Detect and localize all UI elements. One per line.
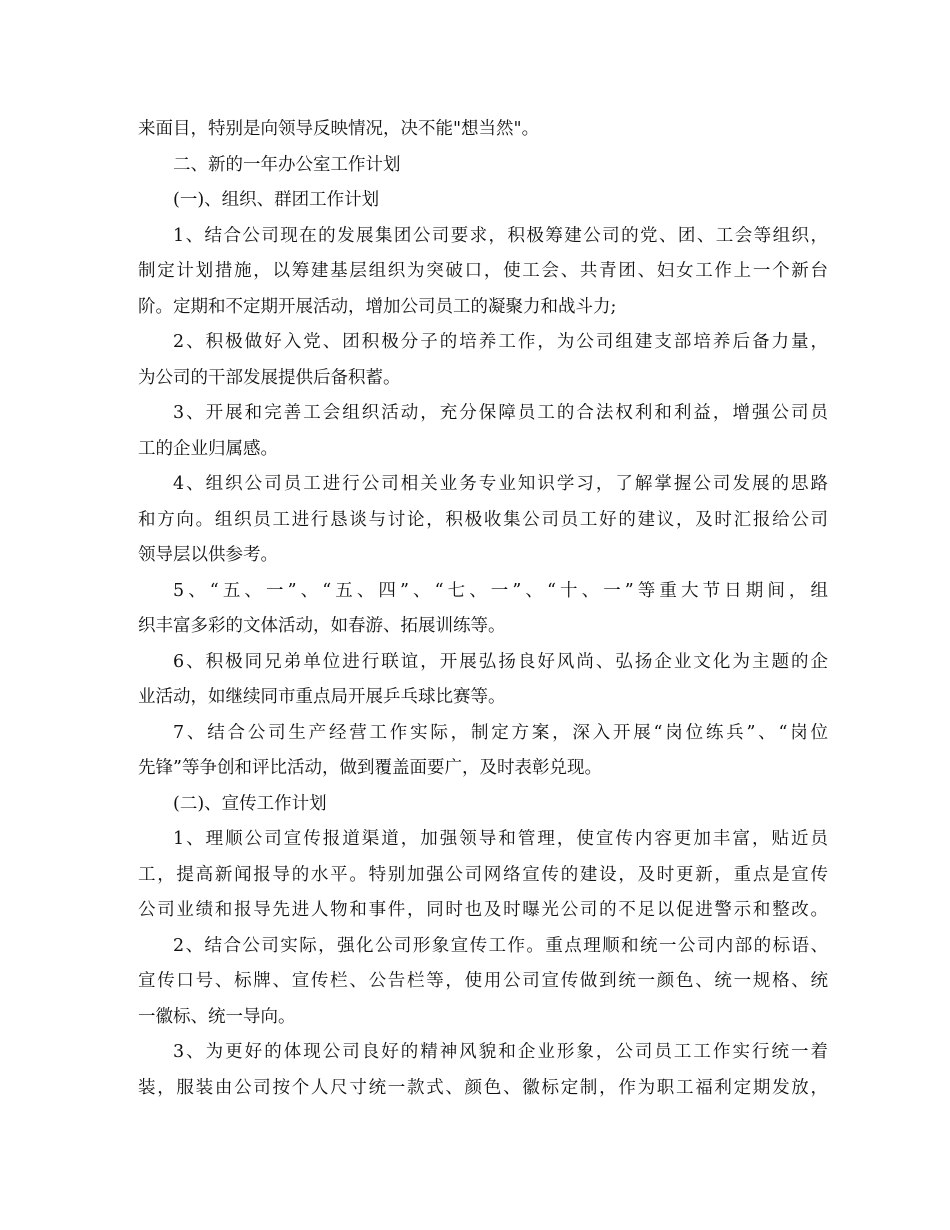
text-line: 来面目，特别是向领导反映情况，决不能"想当然"。 xyxy=(138,119,540,139)
text-line: 1、理顺公司宣传报道渠道，加强领导和管理，使宣传内容更加丰富，贴近员 xyxy=(173,829,828,849)
text-line: 和方向。组织员工进行恳谈与讨论，积极收集公司员工好的建议，及时汇报给公司 xyxy=(138,509,828,530)
text-line: 制定计划措施，以筹建基层组织为突破口，使工会、共青团、妇女工作上一个新台 xyxy=(138,261,828,281)
text-line: 6、积极同兄弟单位进行联谊，开展弘扬良好风尚、弘扬企业文化为主题的企 xyxy=(173,651,828,672)
text-line: 3、为更好的体现公司良好的精神风貌和企业形象，公司员工工作实行统一着 xyxy=(173,1042,828,1062)
text-line: 织丰富多彩的文体活动，如春游、拓展训练等。 xyxy=(138,616,506,636)
text-line: 业活动，如继续同市重点局开展乒乓球比赛等。 xyxy=(138,687,506,707)
text-line: 2、结合公司实际，强化公司形象宣传工作。重点理顺和统一公司内部的标语、 xyxy=(173,935,828,956)
text-line: 阶。定期和不定期开展活动，增加公司员工的凝聚力和战斗力; xyxy=(138,296,617,317)
text-line: 2、积极做好入党、团积极分子的培养工作，为公司组建支部培养后备力量， xyxy=(173,332,828,352)
text-line: 工，提高新闻报导的水平。特别加强公司网络宣传的建设，及时更新，重点是宣传 xyxy=(138,864,828,885)
text-line: 装，服装由公司按个人尺寸统一款式、颜色、徽标定制，作为职工福利定期发放， xyxy=(138,1077,828,1098)
subsection-heading: (一)、组织、群团工作计划 xyxy=(173,190,380,210)
text-line: 5、“五、一”、“五、四”、“七、一”、“十、一”等重大节日期间，组 xyxy=(173,580,828,601)
text-line: 为公司的干部发展提供后备积蓄。 xyxy=(138,367,401,388)
text-line: 领导层以供参考。 xyxy=(138,545,278,565)
text-line: 宣传口号、标牌、宣传栏、公告栏等，使用公司宣传做到统一颜色、统一规格、统 xyxy=(138,971,828,991)
subsection-heading: (二)、宣传工作计划 xyxy=(173,793,327,814)
text-line: 工的企业归属感。 xyxy=(138,438,278,459)
text-line: 公司业绩和报导先进人物和事件，同时也及时曝光公司的不足以促进警示和整改。 xyxy=(138,900,828,920)
section-heading: 二、新的一年办公室工作计划 xyxy=(173,154,401,175)
document-body xyxy=(138,112,828,1106)
text-line: 先锋”等争创和评比活动，做到覆盖面要广，及时表彰兑现。 xyxy=(138,758,602,778)
text-line: 7、结合公司生产经营工作实际，制定方案，深入开展“岗位练兵”、“岗位 xyxy=(173,722,828,743)
text-line: 1、结合公司现在的发展集团公司要求，积极筹建公司的党、团、工会等组织， xyxy=(173,225,828,246)
text-line: 4、组织公司员工进行公司相关业务专业知识学习，了解掌握公司发展的思路 xyxy=(173,474,828,494)
text-line: 3、开展和完善工会组织活动，充分保障员工的合法权利和利益，增强公司员 xyxy=(173,403,828,423)
text-line: 一徽标、统一导向。 xyxy=(138,1006,296,1027)
